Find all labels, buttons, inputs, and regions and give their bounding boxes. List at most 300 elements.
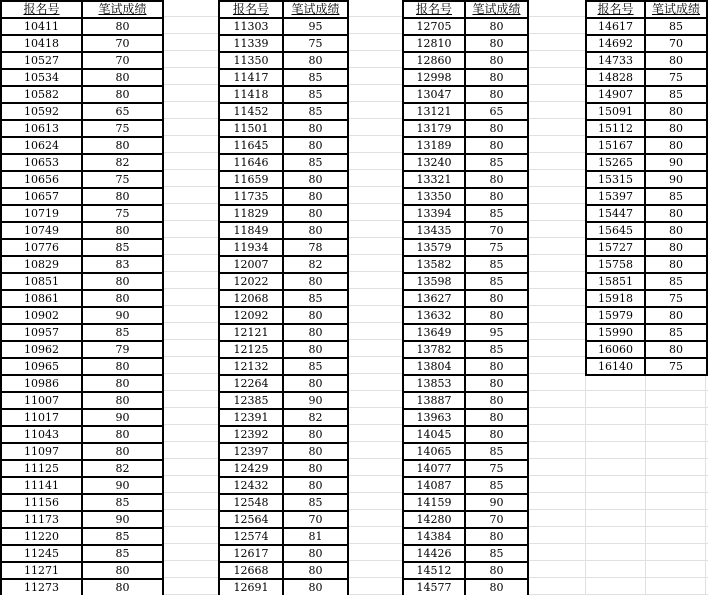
registration-number-cell[interactable]: 14577 [403,579,465,595]
registration-number-cell[interactable]: 12432 [219,477,283,494]
written-score-cell[interactable]: 80 [283,52,348,69]
written-score-cell[interactable]: 90 [645,154,707,171]
registration-number-cell[interactable]: 11934 [219,239,283,256]
written-score-cell[interactable]: 75 [645,358,707,375]
registration-number-cell[interactable]: 14159 [403,494,465,511]
written-score-cell[interactable]: 80 [283,545,348,562]
written-score-cell[interactable]: 80 [465,579,528,595]
registration-number-cell[interactable]: 13394 [403,205,465,222]
registration-number-cell[interactable]: 15167 [586,137,645,154]
registration-number-cell[interactable]: 10582 [1,86,82,103]
table-row [403,205,528,222]
registration-number-cell[interactable]: 12705 [403,18,465,35]
table-row [1,188,163,205]
registration-number-cell[interactable]: 12998 [403,69,465,86]
registration-number-cell[interactable]: 11017 [1,409,82,426]
registration-number-cell[interactable]: 10776 [1,239,82,256]
written-score-cell[interactable]: 80 [465,188,528,205]
column-header-registration-number[interactable]: 报名号 [1,1,82,18]
written-score-cell[interactable]: 85 [465,256,528,273]
registration-number-cell[interactable]: 12385 [219,392,283,409]
written-score-cell[interactable]: 80 [283,426,348,443]
table-row [1,103,163,120]
written-score-cell[interactable]: 75 [465,239,528,256]
written-score-cell[interactable]: 70 [82,52,163,69]
registration-number-cell[interactable]: 11245 [1,545,82,562]
registration-number-cell[interactable]: 14733 [586,52,645,69]
registration-number-cell[interactable]: 13350 [403,188,465,205]
registration-number-cell[interactable]: 14617 [586,18,645,35]
written-score-cell[interactable]: 80 [465,120,528,137]
written-score-cell[interactable]: 90 [465,494,528,511]
registration-number-cell[interactable]: 11418 [219,86,283,103]
written-score-cell[interactable]: 80 [82,392,163,409]
written-score-cell[interactable]: 95 [465,324,528,341]
written-score-cell[interactable]: 85 [645,324,707,341]
registration-number-cell[interactable]: 13582 [403,256,465,273]
written-score-cell[interactable]: 85 [465,443,528,460]
table-row [403,86,528,103]
table-row [219,239,348,256]
written-score-cell[interactable]: 70 [465,511,528,528]
written-score-cell[interactable]: 81 [283,528,348,545]
written-score-cell[interactable]: 85 [82,324,163,341]
registration-number-cell[interactable]: 10527 [1,52,82,69]
written-score-cell[interactable]: 75 [283,35,348,52]
written-score-cell[interactable]: 85 [283,86,348,103]
registration-number-cell[interactable]: 12691 [219,579,283,595]
written-score-cell[interactable]: 80 [283,341,348,358]
written-score-cell[interactable]: 85 [645,86,707,103]
registration-number-cell[interactable]: 11417 [219,69,283,86]
registration-number-cell[interactable]: 13804 [403,358,465,375]
empty-spacer-column-1 [158,0,218,595]
registration-number-cell[interactable]: 10986 [1,375,82,392]
written-score-cell[interactable]: 85 [283,154,348,171]
written-score-cell[interactable]: 85 [82,528,163,545]
table-row [1,477,163,494]
written-score-cell[interactable]: 82 [283,409,348,426]
registration-number-cell[interactable]: 13782 [403,341,465,358]
written-score-cell[interactable]: 82 [82,460,163,477]
written-score-cell[interactable]: 85 [645,273,707,290]
registration-number-cell[interactable]: 11646 [219,154,283,171]
written-score-cell[interactable]: 80 [82,18,163,35]
registration-number-cell[interactable]: 12429 [219,460,283,477]
written-score-cell[interactable]: 80 [82,222,163,239]
registration-number-cell[interactable]: 11303 [219,18,283,35]
registration-number-cell[interactable]: 13047 [403,86,465,103]
written-score-cell[interactable]: 82 [82,154,163,171]
table-row [586,137,707,154]
registration-number-cell[interactable]: 11273 [1,579,82,595]
written-score-cell[interactable]: 70 [283,511,348,528]
registration-number-cell[interactable]: 14065 [403,443,465,460]
written-score-cell[interactable]: 80 [82,358,163,375]
written-score-cell[interactable]: 80 [283,137,348,154]
written-score-cell[interactable]: 80 [82,579,163,595]
registration-number-cell[interactable]: 11735 [219,188,283,205]
written-score-cell[interactable]: 80 [465,528,528,545]
registration-number-cell[interactable]: 14692 [586,35,645,52]
registration-number-cell[interactable]: 13435 [403,222,465,239]
column-header-written-score[interactable]: 笔试成绩 [645,1,707,18]
written-score-cell[interactable]: 95 [283,18,348,35]
written-score-cell[interactable]: 80 [465,69,528,86]
registration-number-cell[interactable]: 11043 [1,426,82,443]
table-row [403,358,528,375]
registration-number-cell[interactable]: 10829 [1,256,82,273]
table-row [1,511,163,528]
registration-number-cell[interactable]: 15315 [586,171,645,188]
registration-number-cell[interactable]: 13121 [403,103,465,120]
table-row [219,222,348,239]
registration-number-cell[interactable]: 14384 [403,528,465,545]
written-score-cell[interactable]: 80 [645,137,707,154]
table-row [1,494,163,511]
registration-number-cell[interactable]: 10749 [1,222,82,239]
table-row [219,443,348,460]
written-score-cell[interactable]: 80 [645,341,707,358]
registration-number-cell[interactable]: 12548 [219,494,283,511]
written-score-cell[interactable]: 90 [82,409,163,426]
registration-number-cell[interactable]: 12092 [219,307,283,324]
written-score-cell[interactable]: 80 [283,562,348,579]
table-row [1,222,163,239]
column-header-registration-number[interactable]: 报名号 [586,1,645,18]
column-header-written-score[interactable]: 笔试成绩 [82,1,163,18]
registration-number-cell[interactable]: 15727 [586,239,645,256]
written-score-cell[interactable]: 85 [82,239,163,256]
registration-number-cell[interactable]: 11829 [219,205,283,222]
written-score-cell[interactable]: 80 [465,409,528,426]
registration-number-cell[interactable]: 12810 [403,35,465,52]
registration-number-cell[interactable]: 10965 [1,358,82,375]
registration-number-cell[interactable]: 15990 [586,324,645,341]
written-score-cell[interactable]: 80 [82,562,163,579]
written-score-cell[interactable]: 80 [283,273,348,290]
registration-number-cell[interactable]: 15758 [586,256,645,273]
written-score-cell[interactable]: 80 [465,375,528,392]
written-score-cell[interactable]: 85 [283,103,348,120]
registration-number-cell[interactable]: 12397 [219,443,283,460]
score-table-2 [218,0,349,595]
written-score-cell[interactable]: 80 [283,579,348,595]
registration-number-cell[interactable]: 15091 [586,103,645,120]
registration-number-cell[interactable]: 12564 [219,511,283,528]
registration-number-cell[interactable]: 10656 [1,171,82,188]
table-row [1,545,163,562]
table-row [403,562,528,579]
written-score-cell[interactable]: 80 [283,171,348,188]
table-row [219,494,348,511]
registration-number-cell[interactable]: 12121 [219,324,283,341]
registration-number-cell[interactable]: 10957 [1,324,82,341]
written-score-cell[interactable]: 70 [465,222,528,239]
table-row [586,307,707,324]
registration-number-cell[interactable]: 11501 [219,120,283,137]
written-score-cell[interactable]: 85 [465,341,528,358]
table-row [1,409,163,426]
written-score-cell[interactable]: 80 [645,103,707,120]
table-row [1,171,163,188]
written-score-cell[interactable]: 80 [645,239,707,256]
registration-number-cell[interactable]: 16060 [586,341,645,358]
table-row [403,375,528,392]
registration-number-cell[interactable]: 14426 [403,545,465,562]
registration-number-cell[interactable]: 10592 [1,103,82,120]
written-score-cell[interactable]: 79 [82,341,163,358]
registration-number-cell[interactable]: 13887 [403,392,465,409]
registration-number-cell[interactable]: 11156 [1,494,82,511]
written-score-cell[interactable]: 85 [283,290,348,307]
table-row [1,35,163,52]
written-score-cell[interactable]: 90 [82,307,163,324]
registration-number-cell[interactable]: 10613 [1,120,82,137]
registration-number-cell[interactable]: 12860 [403,52,465,69]
table-row [403,324,528,341]
written-score-cell[interactable]: 80 [645,307,707,324]
table-row [1,205,163,222]
registration-number-cell[interactable]: 12125 [219,341,283,358]
written-score-cell[interactable]: 83 [82,256,163,273]
registration-number-cell[interactable]: 12574 [219,528,283,545]
registration-number-cell[interactable]: 14280 [403,511,465,528]
written-score-cell[interactable]: 85 [465,154,528,171]
written-score-cell[interactable]: 80 [82,426,163,443]
registration-number-cell[interactable]: 14077 [403,460,465,477]
registration-number-cell[interactable]: 11220 [1,528,82,545]
table-row [219,511,348,528]
registration-number-cell[interactable]: 12668 [219,562,283,579]
registration-number-cell[interactable]: 13598 [403,273,465,290]
registration-number-cell[interactable]: 13963 [403,409,465,426]
written-score-cell[interactable]: 85 [645,188,707,205]
registration-number-cell[interactable]: 11141 [1,477,82,494]
registration-number-cell[interactable]: 11452 [219,103,283,120]
written-score-cell[interactable]: 90 [283,392,348,409]
table-row [1,307,163,324]
registration-number-cell[interactable]: 12022 [219,273,283,290]
registration-number-cell[interactable]: 13853 [403,375,465,392]
table-row [219,273,348,290]
registration-number-cell[interactable]: 13179 [403,120,465,137]
registration-number-cell[interactable]: 11339 [219,35,283,52]
column-header-registration-number[interactable]: 报名号 [403,1,465,18]
written-score-cell[interactable]: 78 [283,239,348,256]
registration-number-cell[interactable]: 11173 [1,511,82,528]
registration-number-cell[interactable]: 10411 [1,18,82,35]
table-row [586,324,707,341]
registration-number-cell[interactable]: 11645 [219,137,283,154]
written-score-cell[interactable]: 75 [82,205,163,222]
registration-number-cell[interactable]: 10653 [1,154,82,171]
registration-number-cell[interactable]: 10962 [1,341,82,358]
written-score-cell[interactable]: 85 [82,494,163,511]
written-score-cell[interactable]: 80 [283,205,348,222]
written-score-cell[interactable]: 85 [82,545,163,562]
written-score-cell[interactable]: 75 [465,460,528,477]
written-score-cell[interactable]: 80 [283,375,348,392]
registration-number-cell[interactable]: 10851 [1,273,82,290]
written-score-cell[interactable]: 80 [283,324,348,341]
registration-number-cell[interactable]: 14828 [586,69,645,86]
table-row [403,511,528,528]
written-score-cell[interactable]: 85 [465,545,528,562]
score-table-3 [402,0,529,595]
table-row [219,528,348,545]
registration-number-cell[interactable]: 16140 [586,358,645,375]
table-row [1,239,163,256]
written-score-cell[interactable]: 75 [82,120,163,137]
registration-number-cell[interactable]: 13189 [403,137,465,154]
registration-number-cell[interactable]: 15265 [586,154,645,171]
registration-number-cell[interactable]: 13240 [403,154,465,171]
written-score-cell[interactable]: 70 [82,35,163,52]
written-score-cell[interactable]: 65 [465,103,528,120]
written-score-cell[interactable]: 75 [645,290,707,307]
written-score-cell[interactable]: 85 [465,205,528,222]
table-row [403,18,528,35]
registration-number-cell[interactable]: 11097 [1,443,82,460]
registration-number-cell[interactable]: 12264 [219,375,283,392]
registration-number-cell[interactable]: 10534 [1,69,82,86]
column-header-written-score[interactable]: 笔试成绩 [465,1,528,18]
written-score-cell[interactable]: 80 [82,273,163,290]
registration-number-cell[interactable]: 14045 [403,426,465,443]
registration-number-cell[interactable]: 12068 [219,290,283,307]
written-score-cell[interactable]: 80 [82,137,163,154]
written-score-cell[interactable]: 80 [283,222,348,239]
written-score-cell[interactable]: 80 [465,171,528,188]
written-score-cell[interactable]: 80 [465,307,528,324]
written-score-cell[interactable]: 90 [645,171,707,188]
written-score-cell[interactable]: 80 [82,443,163,460]
registration-number-cell[interactable]: 15979 [586,307,645,324]
registration-number-cell[interactable]: 13632 [403,307,465,324]
written-score-cell[interactable]: 80 [465,86,528,103]
registration-number-cell[interactable]: 13321 [403,171,465,188]
registration-number-cell[interactable]: 13579 [403,239,465,256]
written-score-cell[interactable]: 80 [465,392,528,409]
table-row [219,35,348,52]
written-score-cell[interactable]: 80 [645,205,707,222]
written-score-cell[interactable]: 85 [645,18,707,35]
written-score-cell[interactable]: 75 [645,69,707,86]
registration-number-cell[interactable]: 14087 [403,477,465,494]
written-score-cell[interactable]: 70 [645,35,707,52]
registration-number-cell[interactable]: 15645 [586,222,645,239]
written-score-cell[interactable]: 80 [82,86,163,103]
written-score-cell[interactable]: 85 [465,273,528,290]
registration-number-cell[interactable]: 15851 [586,273,645,290]
registration-number-cell[interactable]: 11007 [1,392,82,409]
written-score-cell[interactable]: 80 [283,120,348,137]
table-row [219,307,348,324]
column-header-written-score[interactable]: 笔试成绩 [283,1,348,18]
column-header-registration-number[interactable]: 报名号 [219,1,283,18]
written-score-cell[interactable]: 90 [82,477,163,494]
written-score-cell[interactable]: 80 [465,35,528,52]
table-row [586,69,707,86]
written-score-cell[interactable]: 80 [283,460,348,477]
written-score-cell[interactable]: 80 [465,358,528,375]
written-score-cell[interactable]: 80 [465,18,528,35]
written-score-cell[interactable]: 80 [283,477,348,494]
written-score-cell[interactable]: 80 [82,69,163,86]
registration-number-cell[interactable]: 15112 [586,120,645,137]
written-score-cell[interactable]: 80 [82,375,163,392]
written-score-cell[interactable]: 80 [283,307,348,324]
registration-number-cell[interactable]: 10657 [1,188,82,205]
written-score-cell[interactable]: 85 [465,477,528,494]
written-score-cell[interactable]: 80 [465,290,528,307]
registration-number-cell[interactable]: 11659 [219,171,283,188]
registration-number-cell[interactable]: 10624 [1,137,82,154]
registration-number-cell[interactable]: 10719 [1,205,82,222]
table-row [403,494,528,511]
table-row [1,69,163,86]
registration-number-cell[interactable]: 12392 [219,426,283,443]
table-row [586,290,707,307]
written-score-cell[interactable]: 85 [283,494,348,511]
registration-number-cell[interactable]: 10902 [1,307,82,324]
table-row [219,460,348,477]
written-score-cell[interactable]: 80 [645,120,707,137]
registration-number-cell[interactable]: 15397 [586,188,645,205]
registration-number-cell[interactable]: 11125 [1,460,82,477]
registration-number-cell[interactable]: 10418 [1,35,82,52]
registration-number-cell[interactable]: 15447 [586,205,645,222]
registration-number-cell[interactable]: 12617 [219,545,283,562]
written-score-cell[interactable]: 85 [283,69,348,86]
registration-number-cell[interactable]: 12132 [219,358,283,375]
written-score-cell[interactable]: 90 [82,511,163,528]
registration-number-cell[interactable]: 11271 [1,562,82,579]
table-row [403,460,528,477]
written-score-cell[interactable]: 80 [283,188,348,205]
registration-number-cell[interactable]: 15918 [586,290,645,307]
table-row [586,120,707,137]
registration-number-cell[interactable]: 13649 [403,324,465,341]
header-row [403,1,528,18]
registration-number-cell[interactable]: 11350 [219,52,283,69]
registration-number-cell[interactable]: 10861 [1,290,82,307]
written-score-cell[interactable]: 80 [465,426,528,443]
registration-number-cell[interactable]: 12391 [219,409,283,426]
written-score-cell[interactable]: 80 [465,137,528,154]
written-score-cell[interactable]: 80 [283,443,348,460]
written-score-cell[interactable]: 82 [283,256,348,273]
registration-number-cell[interactable]: 14512 [403,562,465,579]
written-score-cell[interactable]: 80 [465,52,528,69]
registration-number-cell[interactable]: 12007 [219,256,283,273]
written-score-cell[interactable]: 80 [645,256,707,273]
table-row [1,460,163,477]
registration-number-cell[interactable]: 13627 [403,290,465,307]
written-score-cell[interactable]: 80 [82,290,163,307]
written-score-cell[interactable]: 80 [645,52,707,69]
table-row [403,290,528,307]
registration-number-cell[interactable]: 14907 [586,86,645,103]
written-score-cell[interactable]: 75 [82,171,163,188]
written-score-cell[interactable]: 80 [82,188,163,205]
registration-number-cell[interactable]: 11849 [219,222,283,239]
written-score-cell[interactable]: 85 [283,358,348,375]
written-score-cell[interactable]: 65 [82,103,163,120]
written-score-cell[interactable]: 80 [465,562,528,579]
written-score-cell[interactable]: 80 [645,222,707,239]
